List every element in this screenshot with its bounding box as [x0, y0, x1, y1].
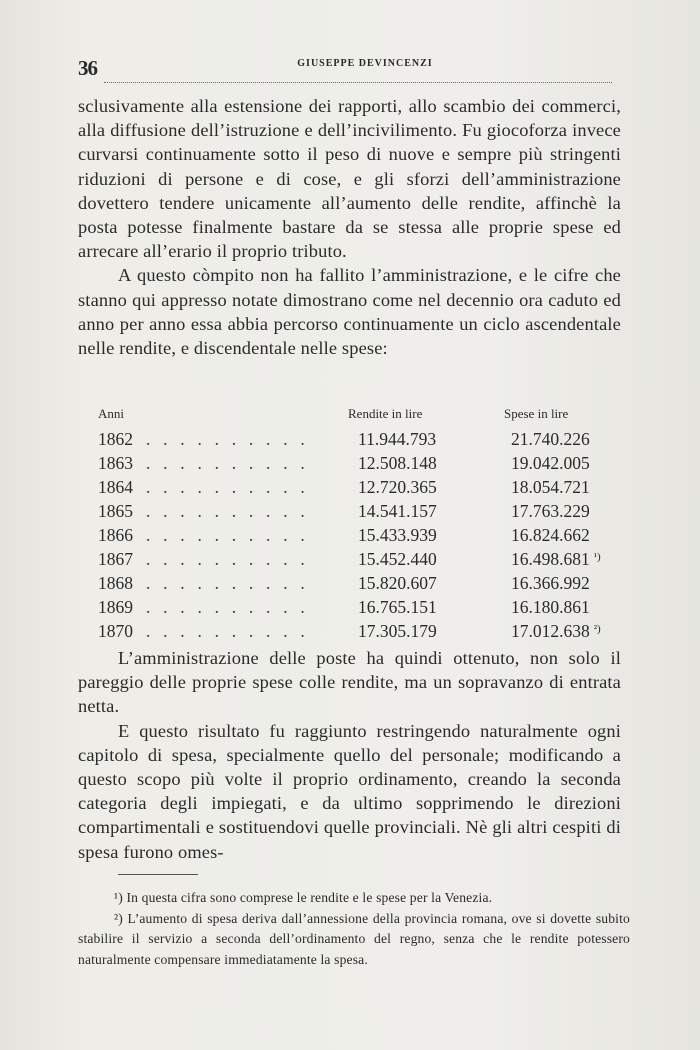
dot-leader: . . . . . . . . . .	[146, 501, 309, 521]
page-number: 36	[78, 56, 97, 80]
row-year: 1870	[98, 621, 133, 641]
row-revenue: 16.765.151	[358, 597, 437, 617]
dot-leader: . . . . . . . . . .	[146, 597, 309, 617]
row-expenses	[511, 549, 601, 570]
footnote-separator	[118, 874, 198, 875]
row-revenue: 12.720.365	[358, 477, 437, 497]
table-body	[98, 426, 628, 642]
row-expenses: 16.180.861	[511, 597, 590, 617]
footnote-2-mark: ²)	[114, 910, 123, 926]
row-expenses: 17.763.229	[511, 501, 590, 521]
dot-leader: . . . . . . . . . .	[146, 453, 309, 473]
footnote-reference: ²)	[593, 623, 601, 635]
row-year: 1863	[98, 453, 133, 473]
main-text-bottom	[78, 646, 621, 864]
row-revenue: 15.820.607	[358, 573, 437, 593]
row-revenue: 17.305.179	[358, 621, 437, 641]
row-expenses: 19.042.005	[511, 453, 590, 473]
header-years: Anni	[98, 406, 124, 421]
row-year: 1866	[98, 525, 133, 545]
row-revenue: 15.433.939	[358, 525, 437, 545]
row-expenses-value: 17.012.638	[511, 621, 590, 641]
row-year: 1864	[98, 477, 133, 497]
page-header	[78, 52, 612, 90]
table-row	[98, 450, 628, 474]
header-dotted-rule	[104, 82, 612, 83]
footnote-1-text: In questa cifra sono comprese le rendite e le spese per la Venezia.	[126, 890, 493, 905]
dot-leader: . . . . . . . . . .	[146, 429, 309, 449]
row-year: 1868	[98, 573, 133, 593]
dot-leader: . . . . . . . . . .	[146, 573, 309, 593]
footnote-1-mark: ¹)	[114, 890, 123, 905]
footnote-2-text: L’aumento di spesa deriva dall’annessione della provincia romana, ove si dovette subito stabilire il servizio a seconda dell’ordinamento del regno, senza che le rendite potessero naturalmente compensare immediatamente la spesa.	[78, 910, 630, 967]
dot-leader: . . . . . . . . . .	[146, 477, 309, 497]
dot-leader: . . . . . . . . . .	[146, 549, 309, 569]
table-row	[98, 618, 628, 642]
header-revenue: Rendite in lire	[348, 406, 423, 421]
table-row	[98, 498, 628, 522]
row-year: 1869	[98, 597, 133, 617]
row-revenue: 11.944.793	[358, 429, 437, 449]
table-row	[98, 474, 628, 498]
row-expenses	[511, 621, 601, 642]
revenue-expense-table	[98, 404, 628, 642]
footnote-1	[78, 888, 630, 909]
row-year: 1867	[98, 549, 133, 569]
table-row	[98, 426, 628, 450]
row-expenses: 21.740.226	[511, 429, 590, 449]
footnotes	[78, 888, 630, 970]
table-header	[98, 404, 628, 426]
row-year: 1862	[98, 429, 133, 449]
paragraph-measures: E questo risultato fu raggiunto restringendo naturalmente ogni capitolo di spesa, specialmente quello del personale; modificando a questo scopo più volte il proprio ordinamento, creando la seconda categoria degli impiegati, e da ultimo sopprimendo le direzioni compartimentali e sostituendovi quelle provinciali. Nè gli altri cespiti di spesa furono omes-	[78, 720, 621, 862]
table-row	[98, 546, 628, 570]
table-row	[98, 570, 628, 594]
row-expenses: 16.366.992	[511, 573, 590, 593]
table-row	[98, 522, 628, 546]
paragraph-result: L’amministrazione delle poste ha quindi ottenuto, non solo il pareggio delle proprie spese colle rendite, ma un sopravanzo di entrata netta.	[78, 648, 621, 717]
row-expenses-value: 16.498.681	[511, 549, 590, 569]
table-row	[98, 594, 628, 618]
row-expenses: 18.054.721	[511, 477, 590, 497]
header-expenses: Spese in lire	[504, 406, 569, 421]
main-text-top	[78, 94, 621, 360]
row-revenue: 12.508.148	[358, 453, 437, 473]
paragraph-continuation: sclusivamente alla estensione dei rapporti, allo scambio dei commerci, alla diffusione dell’istruzione e dell’incivilimento. Fu giocoforza invece curvarsi continuamente sotto il peso di nuove e sempre più stringenti riduzioni di persone e di cose, e gli sforzi dell’amministrazione dovettero tendere unicamente all’aumento delle rendite, affinchè la posta potesse finalmente bastare da se stessa alle proprie spese ed arrecare all’erario il proprio tributo.	[78, 96, 621, 262]
footnote-reference: ¹)	[593, 551, 601, 563]
row-expenses: 16.824.662	[511, 525, 590, 545]
row-revenue: 15.452.440	[358, 549, 437, 569]
running-head: GIUSEPPE DEVINCENZI	[297, 58, 433, 69]
row-year: 1865	[98, 501, 133, 521]
row-revenue: 14.541.157	[358, 501, 437, 521]
dot-leader: . . . . . . . . . .	[146, 525, 309, 545]
paragraph-intro-table: A questo còmpito non ha fallito l’amministrazione, e le cifre che stanno qui appresso notate dimostrano come nel decennio ora caduto ed anno per anno essa abbia percorso continuamente un ciclo ascendentale nelle rendite, e discendentale nelle spese:	[78, 265, 621, 359]
footnote-2	[78, 909, 630, 971]
dot-leader: . . . . . . . . . .	[146, 621, 309, 641]
